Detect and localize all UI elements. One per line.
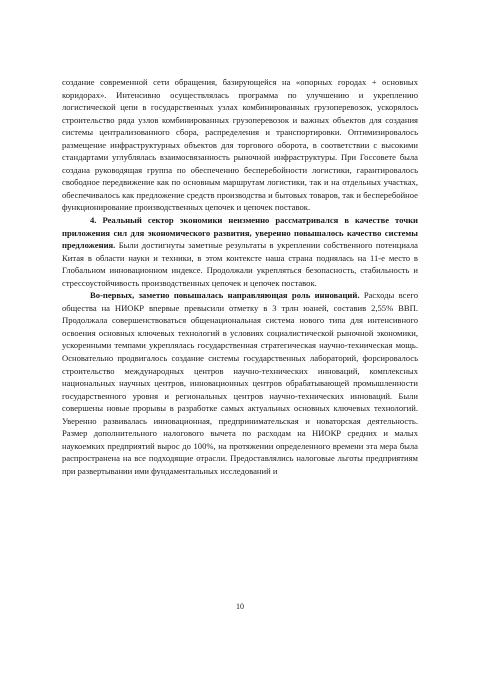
paragraph-text: Были достигнуты заметные результаты в укреплении собственного потенциала Китая в области науки и техники, в этом контексте наша страна поднялась на 11-е место в Глобальном инновационном индексе. Продолжали укрепляться безопасность, стабильность и стрессоустойчивость производственных цепочек и цепочек поставок. bbox=[62, 240, 418, 288]
document-body bbox=[62, 76, 418, 478]
page-number: 10 bbox=[236, 602, 244, 611]
paragraph-text: Расходы всего общества на НИОКР впервые превысили отметку в 3 трлн юаней, составив 2,55% ВВП. Продолжала совершенствоваться общенациональная система нового типа для интенсивного освоения основных ключевых технологий в условиях социалистической рыночной экономики, ускоренными темпами укреплялась государственная стратегическая научно-техническая мощь. Основательно продвигалось создание системы государственных лабораторий, форсировалось строительство международных центров научно-технических инноваций, комплексных национальных научных центров, инновационных центров обрабатывающей промышленности государственного уровня и региональных центров научно-технических инноваций. Были совершены новые прорывы в разработке самых актуальных основных ключевых технологий. Уверенно развивалась инновационная, предпринимательская и новаторская деятельность. Размер дополнительного налогового вычета по расходам на НИОКР средних и малых наукоемких предприятий вырос до 100%, на протяжении определенного времени эта мера была распространена на все подходящие отрасли. Предоставлялись налоговые льготы предприятиям при развертывании ими фундаментальных исследований и bbox=[62, 290, 418, 476]
paragraph-logistics bbox=[62, 76, 418, 214]
paragraph-innovation bbox=[62, 289, 418, 477]
paragraph-text: создание современной сети обращения, базирующейся на «опорных городах + основных коридорах». Интенсивно осуществлялась программа по улучшению и укреплению логистической цепи в государственных узлах комбинированных грузоперевозок, ускорялось строительство ряда узлов комбинированных грузоперевозок и важных объектов для создания системы централизованного сбора, распределения и транспортировки. Оптимизировалось размещение инфраструктурных объектов для торгового оборота, в соответствии с высокими стандартами углублялась взаимосвязанность рыночной инфраструктуры. При Госсовете была создана руководящая группа по обеспечению бесперебойности логистики, гарантировалось свободное передвижение как по основным маршрутам логистики, так и на отдельных участках, обеспечивалось как предложение средств производства и бытовых товаров, так и бесперебойное функционирование производственных цепочек и цепочек поставок. bbox=[62, 77, 418, 213]
paragraph-real-sector bbox=[62, 214, 418, 289]
paragraph-heading: 4. Реальный сектор экономики неизменно рассматривался в качестве точки приложения сил для экономического развития, уверенно повышалось качество системы предложения. bbox=[62, 215, 418, 251]
paragraph-heading: Во-первых, заметно повышалась направляющая роль инноваций. bbox=[90, 290, 360, 301]
